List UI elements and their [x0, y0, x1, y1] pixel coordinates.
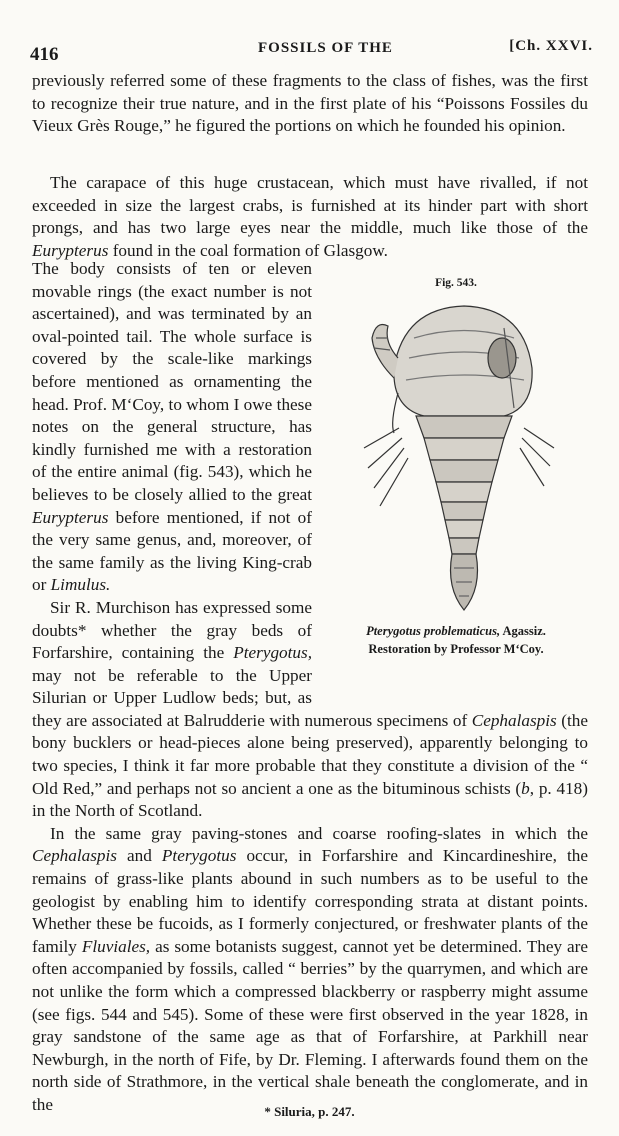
genus-name: Limulus. — [50, 575, 111, 595]
reference-letter: b — [521, 778, 530, 798]
family-name: Fluviales, — [81, 936, 151, 956]
paragraph-continuation — [32, 70, 588, 138]
running-title: FOSSILS OF THE — [258, 40, 393, 56]
paragraph-2-text: before mentioned, if not of the very same genus, and, moreover, of the same family as the living King-crab or — [32, 507, 312, 595]
caption-species: Pterygotus problematicus, — [366, 624, 501, 638]
paragraph-4-text: In the same gray paving-stones and coarse roofing-slates in which the — [50, 823, 588, 843]
wrapped-text-block — [32, 258, 588, 1117]
genus-name: Cephalaspis — [32, 846, 117, 866]
genus-name: Pterygotus — [161, 846, 237, 866]
genus-name: Cephalaspis — [471, 710, 557, 730]
genus-name: Eurypterus — [32, 240, 109, 260]
genus-name: Pterygotus, — [233, 643, 312, 663]
paragraph-carapace — [32, 172, 588, 262]
caption-author: Agassiz. — [502, 624, 546, 638]
paragraph-3-text: , p. 418) in the North of Scotland. — [32, 778, 588, 821]
figure-543 — [324, 258, 588, 688]
footnote: * Siluria, p. 247. — [264, 1104, 355, 1119]
paragraph-2-text: The carapace of this huge crustacean, which must have rivalled, if not exceeded in size the largest crabs, is furnished at its hinder part with short prongs, and has two large eyes near the middle, much like those of the — [32, 173, 588, 238]
pterygotus-illustration — [354, 298, 564, 618]
figure-label: Fig. 543. — [435, 277, 477, 289]
genus-name: Eurypterus — [32, 507, 109, 527]
caption-credit: Restoration by Professor M‘Coy. — [368, 642, 544, 656]
paragraph-4-text: as some botanists suggest, cannot yet be determined. They are often accompanied by fossils, called “ berries” by the quarrymen, and which are not unlike the form which a compressed blackberry or raspberry might assume (see figs. 544 and 545). Some of these were first observed in the year 1828, in gray sandstone of the same age as that of Forfarshire, at Parkhill near Newburgh, in the north of Fife, by Dr. Fleming. I afterwards found them on the north side of Strathmore, in the vertical shale beneath the conglomerate, and in the — [32, 936, 588, 1114]
page-number: 416 — [30, 44, 59, 65]
paragraph-4-text: occur, in Forfarshire and Kincardineshire, the remains of grass-like plants abound in such numbers as to be useful to the geologist by enabling him to identify corresponding strata at distant points. Whether these be fucoids, as I formerly conjectured, or freshwater plants of the family — [32, 846, 589, 956]
paragraph-2-text: found in the coal formation of Glasgow. — [112, 240, 388, 260]
paragraph-3-text: may not be referable to the Upper Silurian or Upper Ludlow beds; but, as they are associated at Balrudderie with numerous specimens of — [32, 665, 468, 730]
chapter-reference: [Ch. XXVI. — [509, 38, 593, 54]
paragraph-4-text: and — [127, 846, 152, 866]
paragraph-1: previously referred some of these fragments to the class of fishes, was the first to recognize their true nature, and in the first plate of his “Poissons Fossiles du Vieux Grès Rouge,” he figured the portions on which he founded his opinion. — [32, 71, 588, 136]
paragraph-2-text: The body consists of ten or eleven movable rings (the exact number is not ascertained), and was terminated by an oval-pointed tail. The whole surface is covered by the scale-like markings before mentioned as ornamenting the head. Prof. M‘Coy, to whom I owe these notes on the general structure, has kindly furnished me with a restoration of the entire animal (fig. 543), which he believes to be closely allied to the great — [32, 259, 312, 504]
paragraph-3-text: Sir R. Murchison has expressed some doubts* whether the gray beds of Forfarshire, containing the — [32, 597, 312, 663]
paragraph-3-text: (the bony bucklers or head-pieces alone being preserved), apparently belonging to two species, I think it far more probable that they constitute a division of the “ Old Red,” and perhaps not so ancient a one as the bituminous schists ( — [32, 710, 588, 798]
page-header — [30, 38, 593, 64]
paragraph-4 — [32, 823, 588, 1117]
figure-caption — [324, 622, 588, 658]
